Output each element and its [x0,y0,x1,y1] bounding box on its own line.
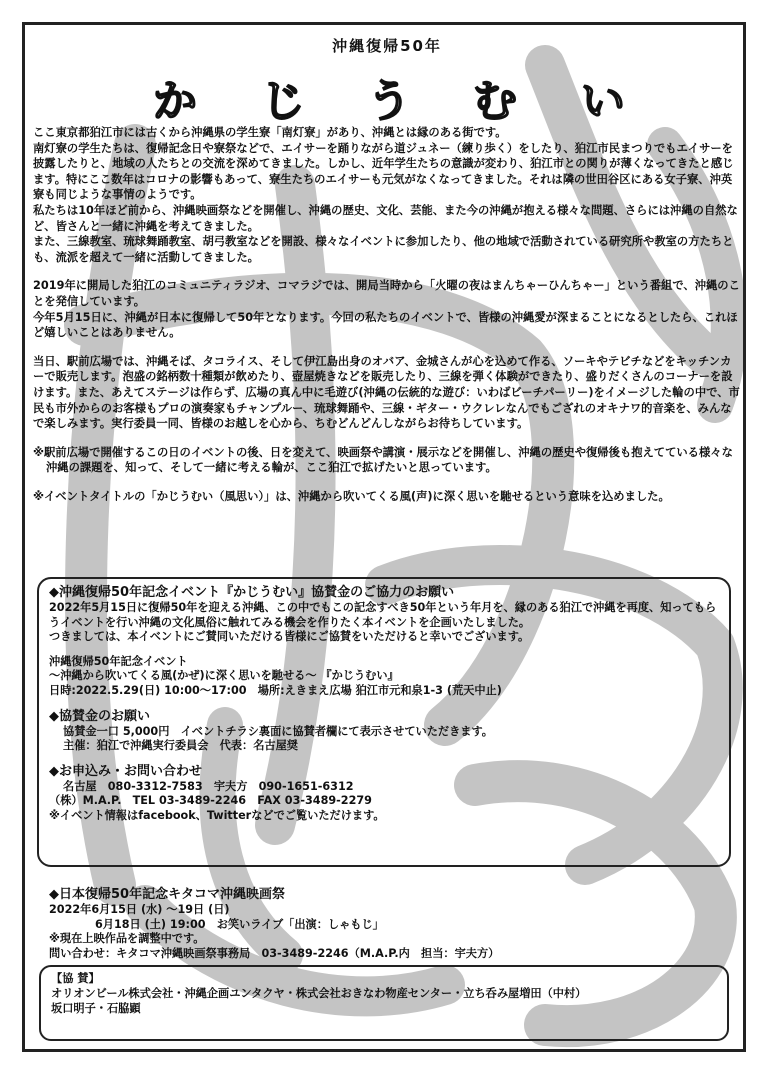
sponsor-line: 2022年5月15日に復帰50年を迎える沖縄、この中でもこの記念すべき50年という年月を、縁のある狛江で沖縄を再度、知ってもらうイベントを行い沖縄の文化風俗に触れてみる機会を作りたく本イベントを企画いたしました。 [49,601,717,629]
body-text [33,125,741,504]
supporters-heading: 【協 賛】 [51,972,100,985]
radio-paragraph: 2019年に開局した狛江のコミュニティラジオ、コマラジでは、開局当時から「火曜の夜はまんちゃーひんちゃー」という番組で、沖縄のことを発信しています。 [33,279,740,308]
title-char: う [367,76,411,127]
event-subtitle: ～沖縄から吹いてくる風(かぜ)に深く思いを馳せる～ 『かじうむい』 [49,669,399,683]
contact-line: ※イベント情報はfacebook、Twitterなどでご覧いただけます。 [49,808,385,822]
note-paragraph: ※イベントタイトルの「かじうむい（風思い）」は、沖縄から吹いてくる風(声)に深く思いを馳せるという意味を込めました。 [33,489,670,503]
supporters-line: 坂口明子・石脇顕 [51,1002,141,1015]
event-datetime: 日時:2022.5.29(日) 10:00～17:00 場所:えきまえ広場 狛江市元和泉1-3 (荒天中止) [49,683,502,697]
intro-paragraph: ここ東京都狛江市には古くから沖縄県の学生寮「南灯寮」があり、沖縄とは縁のある街です。 [33,126,507,139]
title-char: じ [261,76,305,127]
event-name: 沖縄復帰50年記念イベント [49,654,188,668]
supporters-line: オリオンビール株式会社・沖縄企画ユンタクヤ・株式会社おきなわ物産センター・立ち呑み屋増田（中村） [51,987,587,1000]
intro-paragraph: 南灯寮の学生たちは、復帰記念日や寮祭などで、エイサーを踊りながら道ジュネー（練り歩く）をしたり、狛江市民まつりでもエイサーを披露したりと、地域の人たちとの交流を深めてきました。しかし、近年学生たちの意識が変わり、狛江市との関りが薄くなってきたと感じます。特にここ数年はコロナの影響もあって、寮生たちのエイサーも元気がなくなってきました。それは隣の世田谷区にある女子寮、沖英寮も同じような事情のようです。 [33,141,734,202]
contact-line: 名古屋 080-3312-7583 宇夫方 090-1651-6312 [63,779,354,793]
kicker-heading: 沖縄復帰50年 [332,37,442,55]
flyer-frame [22,22,746,1052]
film-festival-notice: ※現在上映作品を調整中です。 [49,932,205,946]
film-festival-contact: 問い合わせ：キタコマ沖縄映画祭事務局 03-3489-2246（M.A.P.内 担当：宇夫方） [49,946,500,960]
intro-paragraph: また、三線教室、琉球舞踊教室、胡弓教室などを開設、様々なイベントに参加したり、他の地域で活動されている研究所や教室の方たちとも、流派を超えて一緒に活動してきました。 [33,235,734,264]
title-char: か [153,76,197,127]
sponsorship-request-box [37,577,731,867]
contact-line: （株）M.A.P. TEL 03-3489-2246 FAX 03-3489-2279 [49,794,372,808]
note-paragraph: ※駅前広場で開催するこの日のイベントの後、日を変えて、映画祭や講演・展示などを開催し、沖縄の歴史や復帰後も抱えてている様々な沖縄の課題を、知って、そして一緒に考える輪が、ここ狛江で拡げたいと思っています。 [33,445,733,475]
sponsor-line: つきましては、本イベントにご賛同いただける皆様にご協賛をいただけると幸いでございます。 [49,630,530,644]
title-char: い [581,76,625,127]
film-festival-heading: ◆日本復帰50年記念キタコマ沖縄映画祭 [49,887,285,902]
film-festival-live: 6月18日 (土) 19:00 お笑いライブ「出演：しゃもじ」 [95,917,384,931]
radio-paragraph: 今年5月15日に、沖縄が日本に復帰して50年となります。今回の私たちのイベントで、皆様の沖縄愛が深まることになるとしたら、これほど嬉しいことはありません。 [33,310,738,340]
film-festival-dates: 2022年6月15日 (水) ～19日 (日) [49,903,230,916]
request-heading: ◆協賛金のお願い [49,708,150,724]
main-title [25,65,746,125]
film-festival-section [49,887,729,961]
supporters-box [39,965,729,1041]
event-day-paragraph: 当日、駅前広場では、沖縄そば、タコライス、そして伊江島出身のオバア、金城さんが心を込めて作る、ソーキやテビチなどをキッチンカーで販売します。泡盛の銘柄数十種類が飲めたり、壺屋焼きなどを販売したり、三線を弾く体験ができたり、盛りだくさんのコーナーを設けます。また、あえてステージは作らず、広場の真ん中に毛遊び(沖縄の伝統的な遊び：いわばビーチパーリー)をイメージした輪の中で、市民も市外からのお客様もプロの演奏家もチャンプルー、琉球舞踊や、三線・ギター・ウクレレなんでもござれのオキナワ的音楽を、みんなで楽しみます。実行委員一同、皆様のお越しを心から、ちむどんどんしながらお待ちしています。 [33,354,740,431]
contact-heading: ◆お申込み・お問い合わせ [49,763,202,779]
request-line: 主催：狛江で沖縄実行委員会 代表：名古屋奨 [63,739,298,753]
sponsor-heading: ◆沖縄復帰50年記念イベント『かじうむい』協賛金のご協力のお願い [49,585,455,600]
request-line: 協賛金一口 5,000円 イベントチラシ裏面に協賛者欄にて表示させていただきます。 [63,724,493,738]
title-char: む [473,76,517,127]
intro-paragraph: 私たちは10年ほど前から、沖縄映画祭などを開催し、沖縄の歴史、文化、芸能、また今の沖縄が抱える様々な問題、さらには沖縄の自然など、皆さんと一緒に沖縄を考えてきました。 [33,203,738,233]
